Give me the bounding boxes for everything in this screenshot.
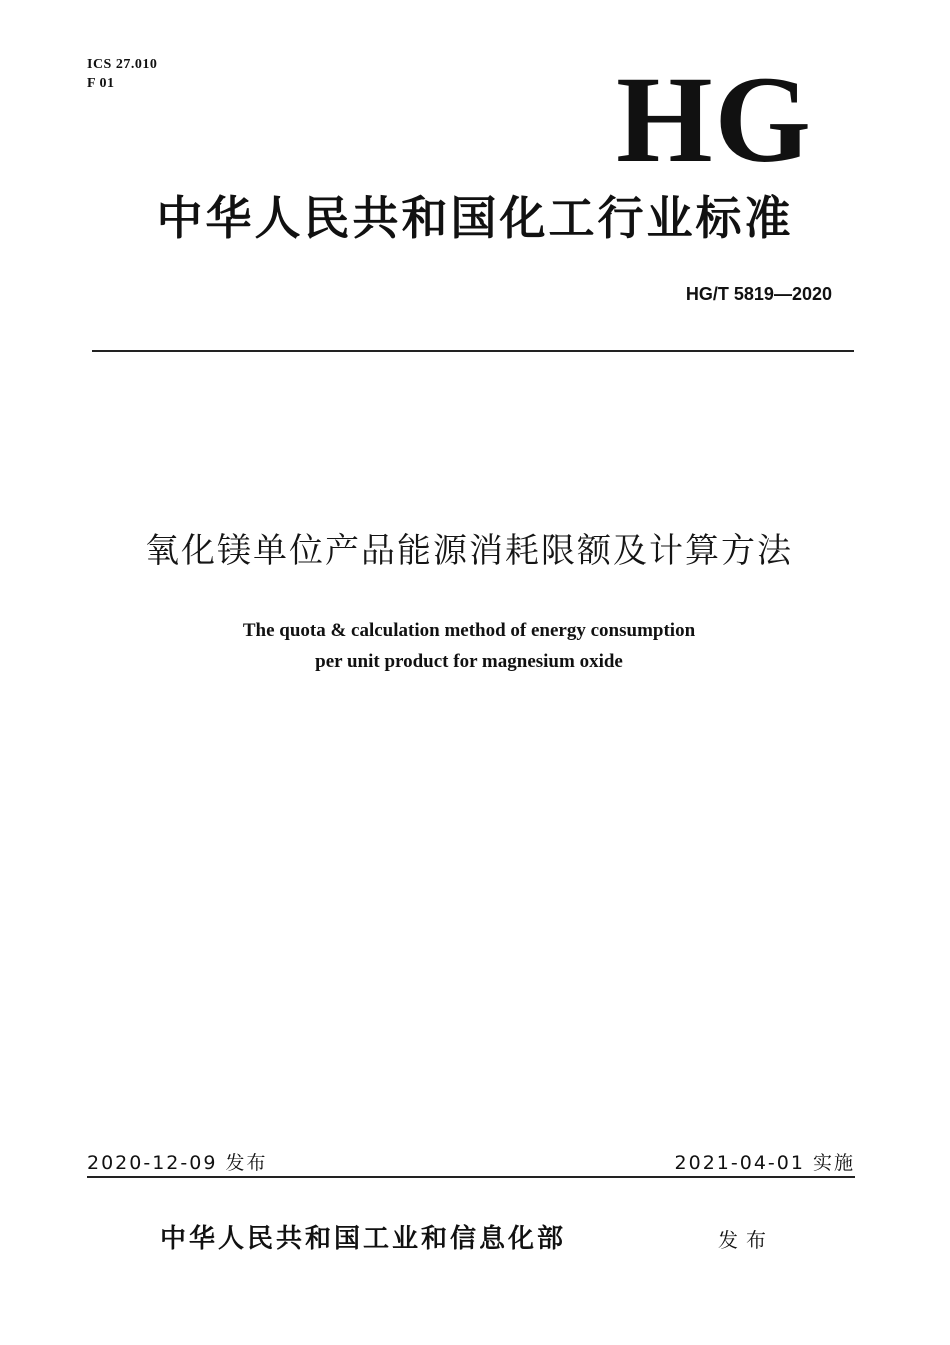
hg-logo: HG	[616, 51, 813, 188]
implementation-date: 2021-04-01 实施	[674, 1152, 855, 1174]
document-title-english-line-2: per unit product for magnesium oxide	[315, 651, 623, 672]
standard-number: HG/T 5819—2020	[685, 284, 832, 304]
document-title-english-line-1: The quota & calculation method of energy consumption	[242, 620, 696, 641]
issue-date: 2020-12-09 发布	[87, 1152, 268, 1174]
top-divider	[92, 350, 854, 352]
bottom-divider	[87, 1176, 855, 1178]
ccs-code: F 01	[87, 76, 115, 91]
standard-category-title: 中华人民共和国化工行业标准	[156, 191, 794, 245]
publish-label: 发布	[718, 1228, 774, 1252]
document-title-chinese: 氧化镁单位产品能源消耗限额及计算方法	[145, 531, 793, 571]
ics-code: ICS 27.010	[87, 57, 158, 72]
publisher-name: 中华人民共和国工业和信息化部	[160, 1224, 567, 1254]
